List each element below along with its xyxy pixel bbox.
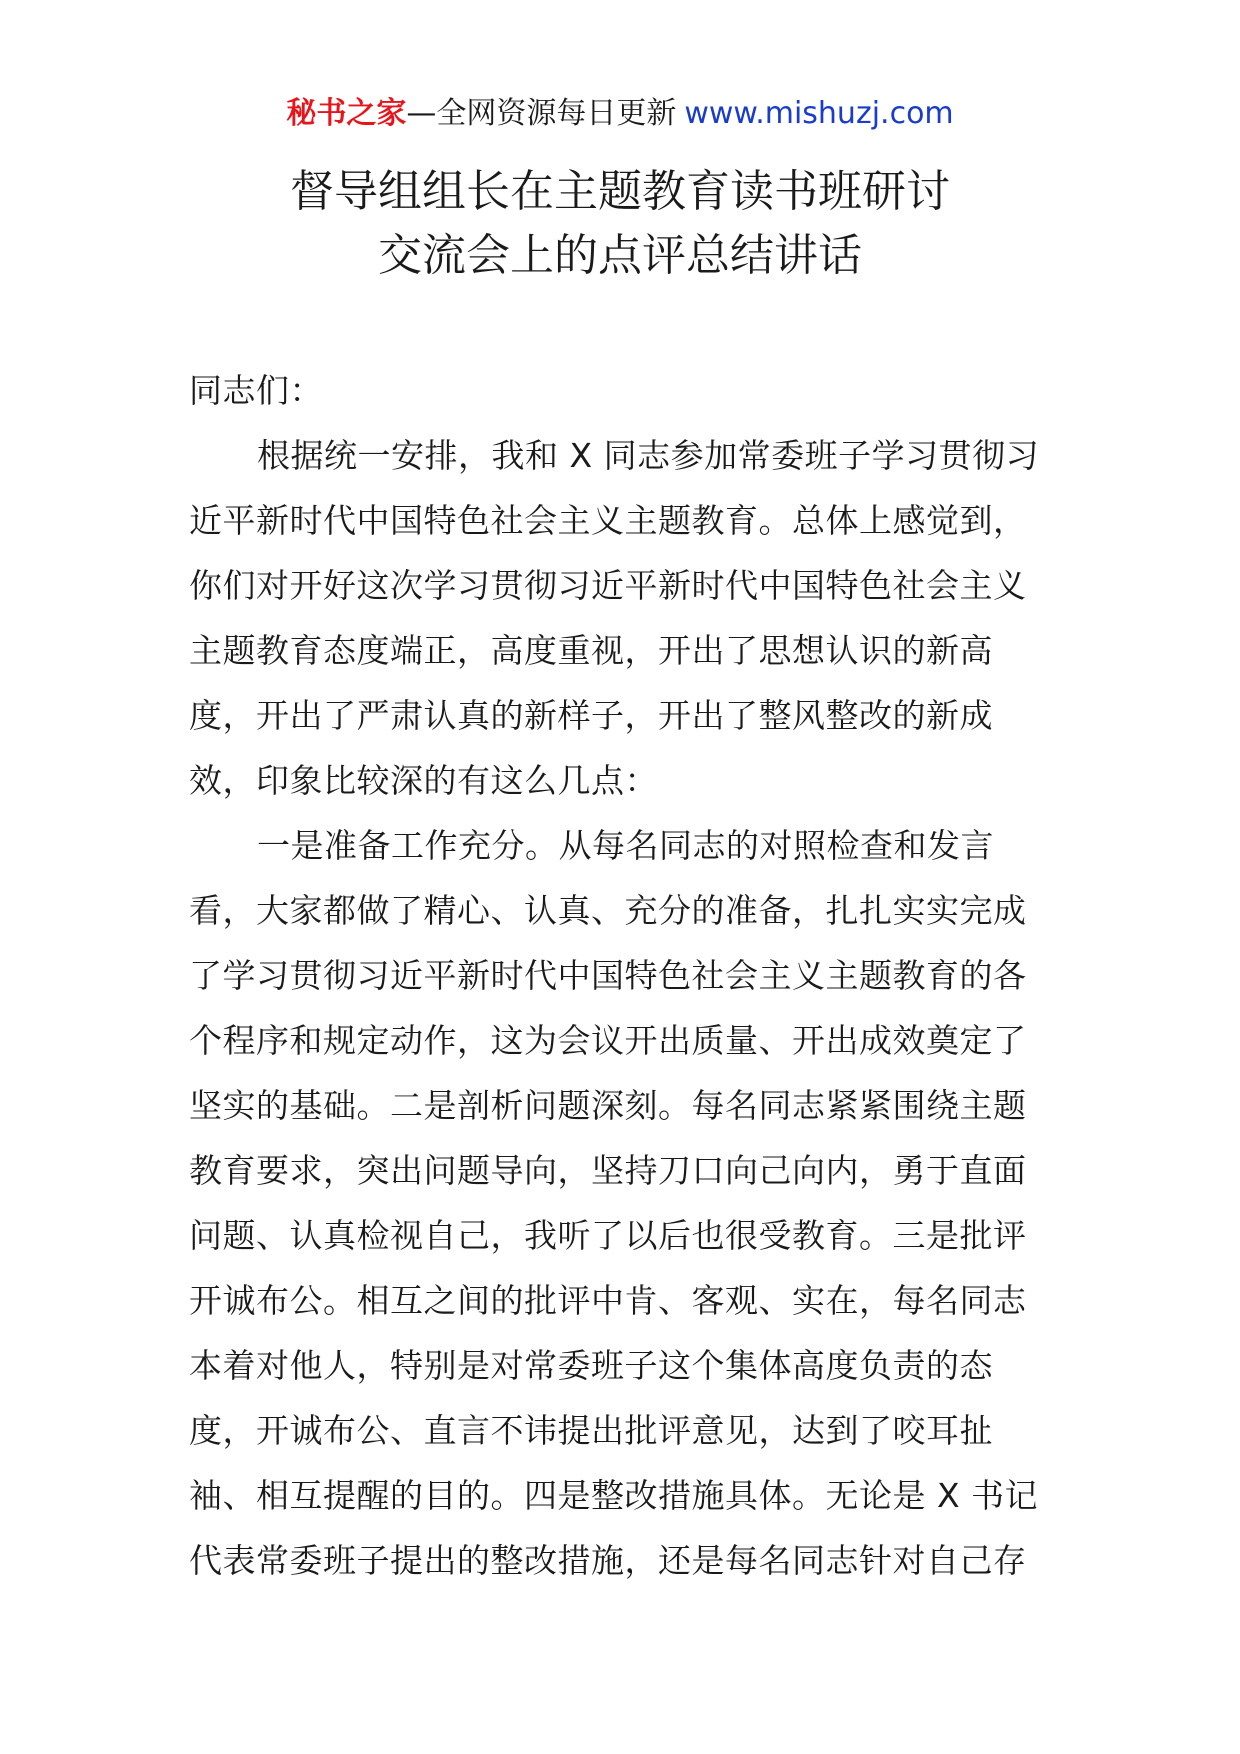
title-line-2: 交流会上的点评总结讲话: [378, 230, 862, 281]
body-line: 主题教育态度端正，高度重视，开出了思想认识的新高: [189, 631, 993, 670]
body-line: 了学习贯彻习近平新时代中国特色社会主义主题教育的各: [189, 956, 1027, 995]
body-line: 效，印象比较深的有这么几点：: [189, 761, 658, 800]
title-line-1: 督导组组长在主题教育读书班研讨: [290, 166, 950, 217]
body-line: 坚实的基础。二是剖析问题深刻。每名同志紧紧围绕主题: [189, 1086, 1027, 1125]
body-line: 代表常委班子提出的整改措施，还是每名同志针对自己存: [189, 1541, 1027, 1580]
site-header: [0, 92, 1240, 136]
body-line: 袖、相互提醒的目的。四是整改措施具体。无论是 X 书记: [189, 1476, 1039, 1515]
body-line: 根据统一安排，我和 X 同志参加常委班子学习贯彻习: [257, 436, 1040, 475]
body-line: 本着对他人，特别是对常委班子这个集体高度负责的态: [189, 1346, 993, 1385]
site-url-link[interactable]: www.mishuzj.com: [684, 96, 954, 131]
body-line: 一是准备工作充分。从每名同志的对照检查和发言: [257, 826, 994, 865]
header-tagline: —全网资源每日更新: [406, 96, 677, 131]
body-line: 你们对开好这次学习贯彻习近平新时代中国特色社会主义: [189, 566, 1027, 605]
body-line: 教育要求，突出问题导向，坚持刀口向己向内，勇于直面: [189, 1151, 1027, 1190]
body-line: 开诚布公。相互之间的批评中肯、客观、实在，每名同志: [189, 1281, 1027, 1320]
body-line: 看，大家都做了精心、认真、充分的准备，扎扎实实完成: [189, 891, 1027, 930]
brand-name: 秘书之家: [286, 96, 407, 131]
body-line: 度，开诚布公、直言不讳提出批评意见，达到了咬耳扯: [189, 1411, 993, 1450]
document-body: [189, 358, 1059, 1593]
body-line: 个程序和规定动作，这为会议开出质量、开出成效奠定了: [189, 1021, 1027, 1060]
body-line: 近平新时代中国特色社会主义主题教育。总体上感觉到，: [189, 501, 1027, 540]
body-line: 问题、认真检视自己，我听了以后也很受教育。三是批评: [189, 1216, 1027, 1255]
document-title: [0, 160, 1240, 288]
body-line: 度，开出了严肃认真的新样子，开出了整风整改的新成: [189, 696, 993, 735]
salutation: 同志们：: [189, 371, 323, 410]
